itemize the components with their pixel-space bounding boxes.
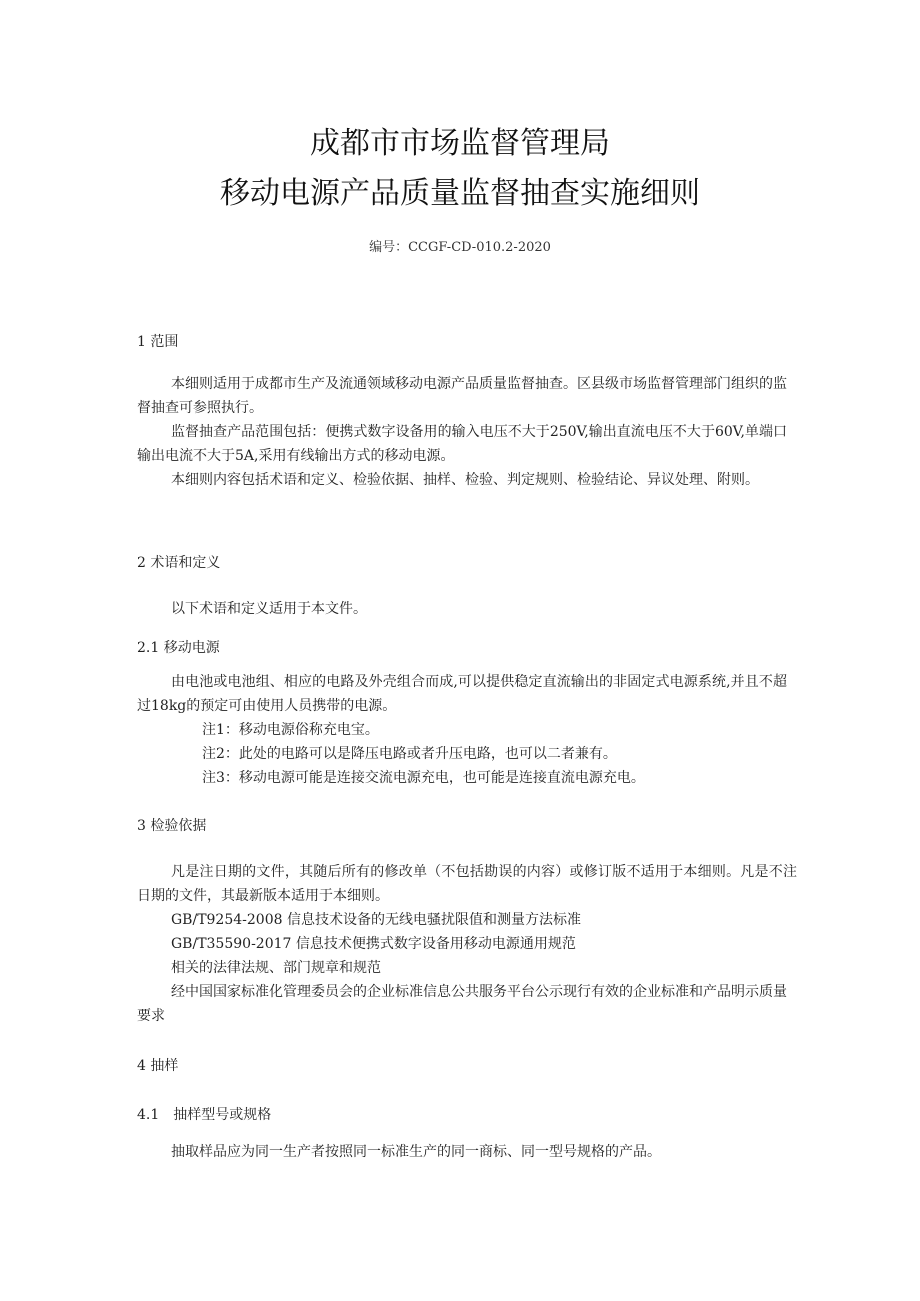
section-4-heading: 4 抽样 (137, 1058, 179, 1074)
document-title-line2: 移动电源产品质量监督抽查实施细则 (220, 176, 700, 211)
section-3-heading: 3 检验依据 (137, 818, 207, 834)
note-3: 注3：移动电源可能是连接交流电源充电，也可能是连接直流电源充电。 (202, 770, 645, 786)
section-3-paragraph-1: 凡是注日期的文件，其随后所有的修改单（不包括勘误的内容）或修订版不适用于本细则。凡是不注日期的文件，其最新版本适用于本细则。 (137, 864, 797, 904)
section-1-heading: 1 范围 (137, 334, 179, 350)
reference-3: 相关的法律法规、部门规章和规范 (171, 960, 381, 976)
document-number: 编号：CCGF-CD-010.2-2020 (369, 240, 551, 255)
document-title-line1: 成都市市场监督管理局 (310, 126, 610, 161)
section-2-1-heading: 2.1 移动电源 (137, 640, 220, 656)
reference-4: 经中国国家标准化管理委员会的企业标准信息公共服务平台公示现行有效的企业标准和产品明示质量要求 (137, 984, 787, 1024)
section-1-paragraph-2: 监督抽查产品范围包括：便携式数字设备用的输入电压不大于250V,输出直流电压不大于60V,单端口输出电流不大于5A,采用有线输出方式的移动电源。 (137, 424, 787, 464)
section-4-1-heading: 4.1 抽样型号或规格 (137, 1107, 272, 1123)
section-2-intro: 以下术语和定义适用于本文件。 (171, 601, 367, 617)
section-1-paragraph-1: 本细则适用于成都市生产及流通领域移动电源产品质量监督抽查。区县级市场监督管理部门组织的监督抽查可参照执行。 (137, 376, 787, 416)
note-2: 注2：此处的电路可以是降压电路或者升压电路，也可以二者兼有。 (202, 746, 617, 762)
section-2-1-definition: 由电池或电池组、相应的电路及外壳组合而成,可以提供稳定直流输出的非固定式电源系统,并且不超过18kg的预定可由使用人员携带的电源。 (137, 674, 787, 714)
section-4-1-paragraph: 抽取样品应为同一生产者按照同一标准生产的同一商标、同一型号规格的产品。 (171, 1144, 661, 1160)
note-1: 注1：移动电源俗称充电宝。 (202, 722, 379, 738)
reference-1: GB/T9254-2008 信息技术设备的无线电骚扰限值和测量方法标准 (171, 912, 581, 928)
section-2-heading: 2 术语和定义 (137, 555, 221, 571)
reference-2: GB/T35590-2017 信息技术便携式数字设备用移动电源通用规范 (171, 936, 576, 952)
section-1-paragraph-3: 本细则内容包括术语和定义、检验依据、抽样、检验、判定规则、检验结论、异议处理、附则。 (171, 472, 759, 488)
